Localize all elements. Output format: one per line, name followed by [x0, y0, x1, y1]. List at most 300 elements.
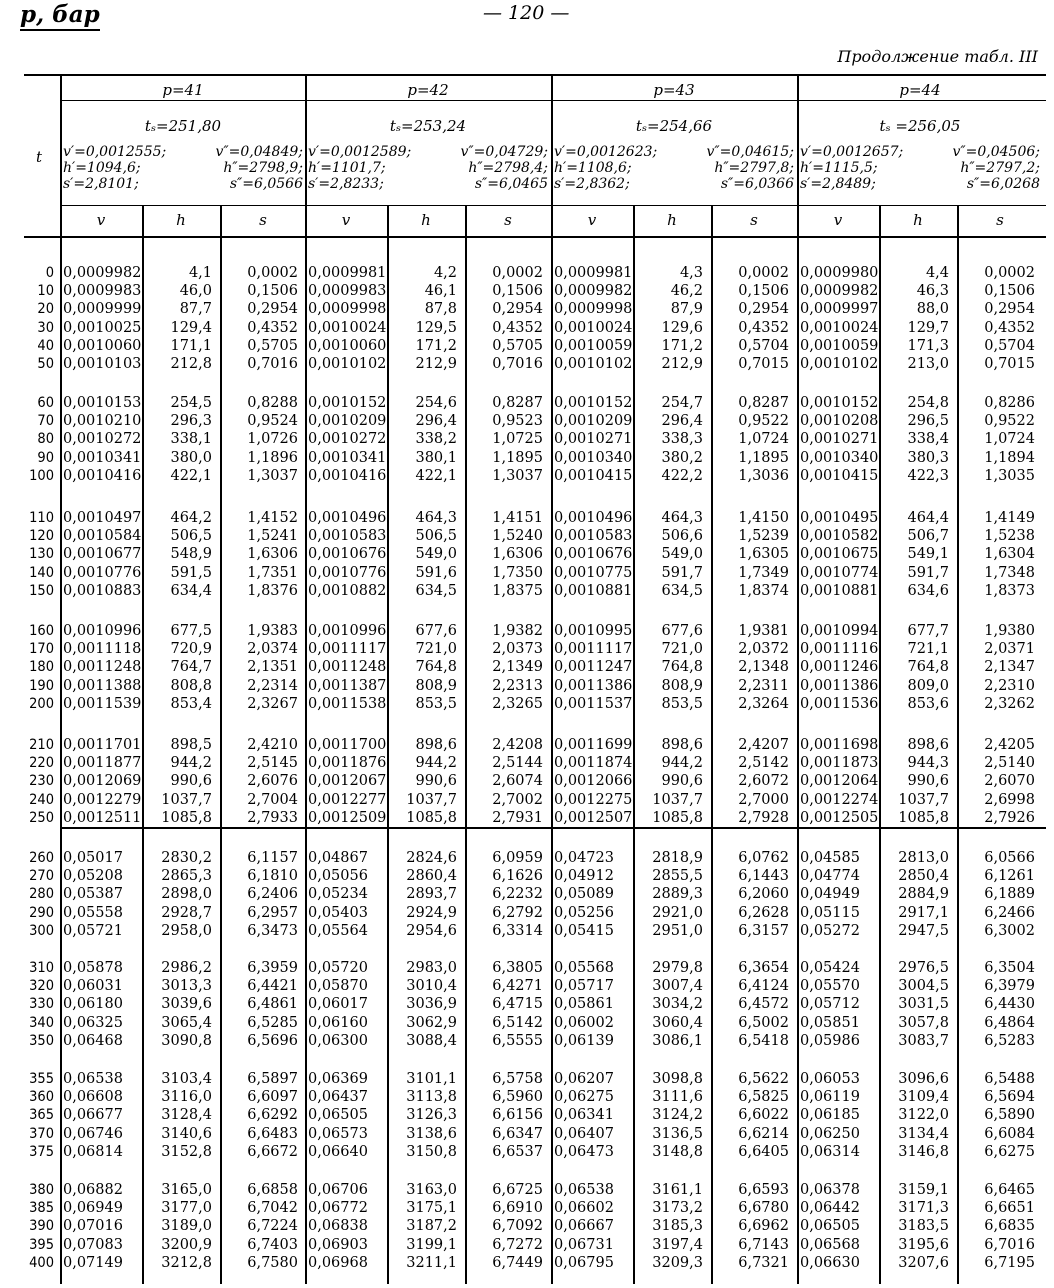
table-cell-h: 4,1 — [188, 265, 212, 281]
table-cell-v: 0,0010341 — [63, 449, 142, 466]
table-cell-s: 1,9380 — [984, 623, 1035, 639]
table-cell-v: 0,05986 — [800, 1032, 860, 1049]
temperature-value: 90 — [37, 449, 54, 466]
table-cell-v: 0,06378 — [800, 1182, 860, 1198]
table-cell-h: 3165,0 — [161, 1182, 212, 1198]
table-cell-h: 898,6 — [661, 737, 703, 753]
table-cell-v: 0,06031 — [63, 978, 123, 995]
table-cell-s: 2,2314 — [247, 677, 298, 694]
table-cell-h: 380,3 — [907, 449, 949, 466]
saturation-temperature: tₛ=253,24 — [389, 117, 467, 135]
table-cell-v: 0,0010025 — [63, 319, 142, 336]
table-cell-h: 46,2 — [670, 283, 703, 300]
temperature-value: 340 — [29, 1014, 54, 1031]
table-cell-s: 6,7042 — [247, 1200, 298, 1217]
table-cell-v: 0,0012274 — [800, 791, 879, 808]
table-cell-v: 0,05878 — [63, 960, 123, 976]
table-cell-s: 0,2954 — [492, 301, 543, 318]
table-cell-h: 3088,4 — [406, 1032, 457, 1049]
table-cell-s: 1,6306 — [247, 546, 298, 563]
table-cell-s: 2,1351 — [247, 659, 298, 676]
table-cell-h: 506,5 — [415, 528, 457, 545]
table-cell-h: 677,6 — [661, 623, 703, 639]
props-header-rule — [60, 205, 1046, 206]
table-cell-v: 0,0012067 — [308, 773, 387, 790]
temperature-value: 80 — [37, 431, 54, 448]
table-cell-s: 6,3157 — [738, 922, 789, 939]
table-cell-s: 6,6725 — [492, 1182, 543, 1198]
table-cell-s: 1,4149 — [984, 510, 1035, 526]
table-cell-h: 2951,0 — [652, 922, 703, 939]
table-cell-h: 46,0 — [179, 283, 212, 300]
temperature-value: 260 — [29, 850, 54, 866]
table-cell-s: 6,1889 — [984, 886, 1035, 903]
table-cell-h: 380,0 — [170, 449, 212, 466]
table-cell-s: 2,0371 — [984, 641, 1035, 658]
table-cell-v: 0,0010996 — [308, 623, 387, 639]
table-cell-v: 0,0011700 — [308, 737, 387, 753]
table-cell-v: 0,0011536 — [800, 695, 879, 712]
temperature-value: 300 — [29, 922, 54, 939]
table-cell-h: 3183,5 — [898, 1218, 949, 1235]
temperature-value: 375 — [29, 1143, 54, 1160]
table-top-rule — [24, 74, 1046, 76]
saturation-properties — [308, 144, 548, 192]
table-cell-s: 1,6306 — [492, 546, 543, 563]
table-cell-v: 0,0012507 — [554, 809, 633, 826]
saturated-liquid-property: v′=0,0012555; — [63, 144, 167, 160]
table-cell-v: 0,0010152 — [554, 395, 633, 411]
table-cell-s: 1,9382 — [492, 623, 543, 639]
table-cell-s: 2,7931 — [492, 809, 543, 826]
table-cell-h: 422,1 — [415, 467, 457, 484]
table-cell-s: 6,1443 — [738, 868, 789, 885]
table-cell-h: 2928,7 — [161, 904, 212, 921]
table-cell-v: 0,04774 — [800, 868, 860, 885]
table-cell-h: 46,1 — [424, 283, 457, 300]
saturated-liquid-property: h′=1108,6; — [554, 160, 632, 176]
table-cell-s: 0,0002 — [492, 265, 543, 281]
table-cell-v: 0,07016 — [63, 1218, 123, 1235]
table-cell-h: 3140,6 — [161, 1125, 212, 1142]
table-cell-v: 0,0012064 — [800, 773, 879, 790]
table-cell-h: 2979,8 — [652, 960, 703, 976]
table-cell-h: 2983,0 — [406, 960, 457, 976]
table-cell-h: 422,3 — [907, 467, 949, 484]
saturated-vapor-property: h″=2797,2; — [960, 160, 1040, 176]
table-cell-s: 6,6156 — [492, 1107, 543, 1124]
table-cell-v: 0,06814 — [63, 1143, 123, 1160]
table-cell-h: 1037,7 — [161, 791, 212, 808]
table-cell-v: 0,0011118 — [63, 641, 142, 658]
table-cell-h: 3101,1 — [406, 1071, 457, 1087]
temperature-value: 250 — [29, 809, 54, 826]
table-cell-v: 0,05720 — [308, 960, 368, 976]
table-cell-h: 898,5 — [170, 737, 212, 753]
table-cell-v: 0,0010102 — [800, 356, 879, 372]
table-cell-s: 2,1348 — [738, 659, 789, 676]
table-cell-v: 0,0010495 — [800, 510, 879, 526]
table-cell-s: 6,5825 — [738, 1089, 789, 1106]
table-cell-v: 0,0010060 — [308, 337, 387, 354]
table-cell-v: 0,05115 — [800, 904, 860, 921]
table-cell-v: 0,0010208 — [800, 413, 879, 430]
table-cell-v: 0,0010209 — [308, 413, 387, 430]
table-cell-v: 0,05089 — [554, 886, 614, 903]
table-cell-s: 1,8376 — [247, 582, 298, 599]
temperature-value: 40 — [37, 337, 54, 354]
temperature-value: 320 — [29, 978, 54, 995]
table-cell-s: 6,7092 — [492, 1218, 543, 1235]
temperature-value: 220 — [29, 755, 54, 772]
table-cell-s: 1,3035 — [984, 467, 1035, 484]
table-cell-v: 0,0011116 — [800, 641, 879, 658]
table-cell-s: 1,8374 — [738, 582, 789, 599]
table-cell-s: 1,1895 — [738, 449, 789, 466]
column-header-s: s — [750, 211, 758, 229]
table-cell-s: 1,7351 — [247, 564, 298, 581]
table-cell-h: 171,3 — [907, 337, 949, 354]
table-cell-v: 0,0011246 — [800, 659, 879, 676]
table-cell-v: 0,0010271 — [800, 431, 879, 448]
table-cell-h: 87,8 — [424, 301, 457, 318]
table-cell-s: 6,7321 — [738, 1254, 789, 1271]
table-cell-s: 2,1347 — [984, 659, 1035, 676]
table-cell-h: 1037,7 — [406, 791, 457, 808]
temperature-value: 0 — [45, 265, 54, 281]
saturated-vapor-property: v″=0,04729; — [460, 144, 548, 160]
table-cell-h: 990,6 — [907, 773, 949, 790]
saturated-liquid-property: s′=2,8489; — [800, 176, 876, 192]
table-cell-h: 2850,4 — [898, 868, 949, 885]
table-cell-s: 0,0002 — [738, 265, 789, 281]
table-cell-v: 0,0010496 — [554, 510, 633, 526]
table-cell-v: 0,0010497 — [63, 510, 142, 526]
table-cell-h: 677,5 — [170, 623, 212, 639]
table-cell-v: 0,0010776 — [63, 564, 142, 581]
temperature-value: 140 — [29, 564, 54, 581]
table-cell-v: 0,05712 — [800, 996, 860, 1013]
table-cell-h: 990,6 — [170, 773, 212, 790]
table-cell-v: 0,0010102 — [308, 356, 387, 372]
table-cell-v: 0,06573 — [308, 1125, 368, 1142]
table-cell-h: 3098,8 — [652, 1071, 703, 1087]
table-cell-v: 0,06630 — [800, 1254, 860, 1271]
table-cell-s: 6,0959 — [492, 850, 543, 866]
table-cell-s: 6,3473 — [247, 922, 298, 939]
table-cell-v: 0,05272 — [800, 922, 860, 939]
table-cell-h: 3057,8 — [898, 1014, 949, 1031]
table-cell-v: 0,06185 — [800, 1107, 860, 1124]
table-cell-v: 0,06369 — [308, 1071, 368, 1087]
table-cell-s: 6,4430 — [984, 996, 1035, 1013]
table-cell-s: 6,5418 — [738, 1032, 789, 1049]
table-cell-h: 422,2 — [661, 467, 703, 484]
table-cell-h: 3126,3 — [406, 1107, 457, 1124]
table-cell-h: 990,6 — [661, 773, 703, 790]
column-header-h: h — [667, 211, 677, 229]
table-cell-s: 6,5890 — [984, 1107, 1035, 1124]
table-cell-h: 338,4 — [907, 431, 949, 448]
table-cell-v: 0,0010415 — [554, 467, 633, 484]
table-cell-s: 6,7272 — [492, 1236, 543, 1253]
table-cell-v: 0,06275 — [554, 1089, 614, 1106]
table-cell-h: 296,4 — [415, 413, 457, 430]
table-cell-h: 549,0 — [415, 546, 457, 563]
table-cell-s: 6,6672 — [247, 1143, 298, 1160]
table-cell-v: 0,06437 — [308, 1089, 368, 1106]
saturated-vapor-property: h″=2798,4; — [468, 160, 548, 176]
table-cell-s: 6,5696 — [247, 1032, 298, 1049]
table-cell-h: 549,1 — [907, 546, 949, 563]
saturated-liquid-property: s′=2,8233; — [308, 176, 384, 192]
table-cell-h: 3065,4 — [161, 1014, 212, 1031]
table-cell-v: 0,0011538 — [308, 695, 387, 712]
table-cell-h: 338,3 — [661, 431, 703, 448]
table-cell-s: 6,3805 — [492, 960, 543, 976]
table-cell-h: 3212,8 — [161, 1254, 212, 1271]
table-cell-s: 6,6483 — [247, 1125, 298, 1142]
table-cell-v: 0,0009980 — [800, 265, 879, 281]
table-cell-s: 2,6070 — [984, 773, 1035, 790]
table-cell-s: 2,7928 — [738, 809, 789, 826]
temperature-value: 30 — [37, 319, 54, 336]
table-cell-v: 0,0010340 — [554, 449, 633, 466]
table-cell-s: 0,0002 — [984, 265, 1035, 281]
table-cell-h: 1085,8 — [161, 809, 212, 826]
table-cell-v: 0,0011698 — [800, 737, 879, 753]
table-cell-v: 0,0011248 — [63, 659, 142, 676]
temperature-value: 150 — [29, 582, 54, 599]
table-cell-s: 2,7002 — [492, 791, 543, 808]
saturated-vapor-property: s″=6,0465 — [474, 176, 548, 192]
table-cell-h: 3199,1 — [406, 1236, 457, 1253]
table-cell-h: 2917,1 — [898, 904, 949, 921]
table-cell-h: 254,5 — [170, 395, 212, 411]
table-cell-s: 0,5705 — [492, 337, 543, 354]
table-cell-h: 212,8 — [170, 356, 212, 372]
table-cell-v: 0,06602 — [554, 1200, 614, 1217]
table-cell-v: 0,06677 — [63, 1107, 123, 1124]
table-cell-v: 0,0012066 — [554, 773, 633, 790]
table-cell-v: 0,0011874 — [554, 755, 633, 772]
table-cell-s: 1,0725 — [492, 431, 543, 448]
table-cell-v: 0,0011117 — [308, 641, 387, 658]
table-cell-s: 1,0726 — [247, 431, 298, 448]
table-cell-v: 0,06468 — [63, 1032, 123, 1049]
saturation-properties — [800, 144, 1040, 192]
table-cell-v: 0,04912 — [554, 868, 614, 885]
table-cell-v: 0,06053 — [800, 1071, 860, 1087]
phase-boundary-rule — [60, 827, 1046, 829]
table-cell-h: 3116,0 — [161, 1089, 212, 1106]
table-cell-h: 2813,0 — [898, 850, 949, 866]
table-cell-s: 0,5704 — [984, 337, 1035, 354]
table-cell-v: 0,05717 — [554, 978, 614, 995]
temperature-column-header: t — [36, 148, 43, 166]
temperature-value: 350 — [29, 1032, 54, 1049]
table-cell-h: 2924,9 — [406, 904, 457, 921]
saturation-property-row — [800, 144, 1040, 160]
table-cell-h: 591,7 — [907, 564, 949, 581]
table-cell-v: 0,0011699 — [554, 737, 633, 753]
table-cell-h: 3150,8 — [406, 1143, 457, 1160]
table-cell-v: 0,0011539 — [63, 695, 142, 712]
table-cell-v: 0,0010209 — [554, 413, 633, 430]
table-cell-s: 6,2628 — [738, 904, 789, 921]
table-cell-h: 853,6 — [907, 695, 949, 712]
table-cell-v: 0,0010341 — [308, 449, 387, 466]
table-cell-h: 338,1 — [170, 431, 212, 448]
table-cell-v: 0,06968 — [308, 1254, 368, 1271]
table-cell-s: 6,6292 — [247, 1107, 298, 1124]
table-cell-v: 0,06538 — [554, 1182, 614, 1198]
table-cell-s: 6,5622 — [738, 1071, 789, 1087]
table-cell-s: 6,6835 — [984, 1218, 1035, 1235]
temperature-value: 190 — [29, 677, 54, 694]
table-cell-s: 2,3265 — [492, 695, 543, 712]
table-cell-s: 6,6858 — [247, 1182, 298, 1198]
table-cell-h: 46,3 — [916, 283, 949, 300]
temperature-value: 110 — [29, 510, 54, 526]
table-cell-h: 3134,4 — [898, 1125, 949, 1142]
table-cell-h: 853,5 — [661, 695, 703, 712]
table-cell-h: 3171,3 — [898, 1200, 949, 1217]
temperature-value: 130 — [29, 546, 54, 563]
table-cell-v: 0,05208 — [63, 868, 123, 885]
table-cell-v: 0,0010676 — [554, 546, 633, 563]
table-cell-s: 6,7449 — [492, 1254, 543, 1271]
table-cell-v: 0,0009981 — [308, 265, 387, 281]
table-cell-v: 0,05861 — [554, 996, 614, 1013]
table-cell-s: 0,7015 — [738, 356, 789, 372]
column-header-h: h — [913, 211, 923, 229]
table-cell-s: 0,9524 — [247, 413, 298, 430]
table-cell-s: 0,9523 — [492, 413, 543, 430]
table-cell-v: 0,0010153 — [63, 395, 142, 411]
saturated-vapor-property: s″=6,0566 — [229, 176, 303, 192]
table-cell-v: 0,0010416 — [308, 467, 387, 484]
table-cell-h: 3128,4 — [161, 1107, 212, 1124]
table-cell-h: 129,6 — [661, 319, 703, 336]
saturated-vapor-property: s″=6,0268 — [966, 176, 1040, 192]
table-cell-v: 0,0012275 — [554, 791, 633, 808]
table-cell-s: 0,7016 — [492, 356, 543, 372]
table-cell-s: 6,5283 — [984, 1032, 1035, 1049]
table-cell-h: 3039,6 — [161, 996, 212, 1013]
table-cell-h: 212,9 — [661, 356, 703, 372]
table-cell-h: 338,2 — [415, 431, 457, 448]
pressure-block-divider — [797, 74, 799, 1284]
table-cell-s: 6,2232 — [492, 886, 543, 903]
table-cell-s: 6,5142 — [492, 1014, 543, 1031]
table-cell-v: 0,0010582 — [800, 528, 879, 545]
table-cell-h: 3090,8 — [161, 1032, 212, 1049]
table-cell-h: 944,2 — [661, 755, 703, 772]
table-cell-v: 0,04867 — [308, 850, 368, 866]
table-cell-s: 6,3504 — [984, 960, 1035, 976]
table-cell-v: 0,0010102 — [554, 356, 633, 372]
table-cell-s: 2,0373 — [492, 641, 543, 658]
table-cell-h: 2824,6 — [406, 850, 457, 866]
table-cell-h: 3173,2 — [652, 1200, 703, 1217]
table-cell-h: 549,0 — [661, 546, 703, 563]
table-cell-v: 0,0010340 — [800, 449, 879, 466]
table-cell-v: 0,0010210 — [63, 413, 142, 430]
table-cell-s: 1,0724 — [984, 431, 1035, 448]
table-cell-s: 6,6651 — [984, 1200, 1035, 1217]
table-cell-h: 2898,0 — [161, 886, 212, 903]
pressure-header: p=41 — [162, 81, 204, 99]
table-cell-h: 3031,5 — [898, 996, 949, 1013]
table-cell-s: 6,7403 — [247, 1236, 298, 1253]
table-cell-s: 6,7143 — [738, 1236, 789, 1253]
table-cell-v: 0,0010883 — [63, 582, 142, 599]
table-cell-s: 0,8287 — [492, 395, 543, 411]
table-cell-s: 0,2954 — [738, 301, 789, 318]
table-cell-s: 1,4151 — [492, 510, 543, 526]
table-cell-v: 0,06160 — [308, 1014, 368, 1031]
pressure-header-rule — [60, 100, 1046, 101]
table-cell-h: 2976,5 — [898, 960, 949, 976]
table-cell-h: 634,5 — [415, 582, 457, 599]
temperature-value: 240 — [29, 791, 54, 808]
table-cell-v: 0,0009981 — [554, 265, 633, 281]
table-cell-s: 2,2311 — [738, 677, 789, 694]
table-cell-h: 506,5 — [170, 528, 212, 545]
page-number: — 120 — — [483, 2, 570, 24]
table-cell-s: 1,7349 — [738, 564, 789, 581]
table-cell-s: 0,4352 — [247, 319, 298, 336]
table-cell-s: 6,4124 — [738, 978, 789, 995]
table-cell-v: 0,06017 — [308, 996, 368, 1013]
table-cell-h: 853,5 — [415, 695, 457, 712]
table-cell-s: 2,7933 — [247, 809, 298, 826]
table-cell-v: 0,0012511 — [63, 809, 142, 826]
table-cell-v: 0,0010882 — [308, 582, 387, 599]
table-cell-h: 171,2 — [415, 337, 457, 354]
table-cell-h: 88,0 — [916, 301, 949, 318]
table-cell-v: 0,0010996 — [63, 623, 142, 639]
table-cell-v: 0,0009983 — [308, 283, 387, 300]
table-cell-s: 6,0762 — [738, 850, 789, 866]
table-cell-v: 0,06300 — [308, 1032, 368, 1049]
table-cell-h: 3096,6 — [898, 1071, 949, 1087]
table-cell-s: 2,4210 — [247, 737, 298, 753]
table-cell-h: 1037,7 — [898, 791, 949, 808]
table-cell-s: 6,6405 — [738, 1143, 789, 1160]
table-cell-s: 2,2313 — [492, 677, 543, 694]
table-cell-s: 2,0374 — [247, 641, 298, 658]
table-cell-s: 1,4150 — [738, 510, 789, 526]
table-cell-s: 2,4207 — [738, 737, 789, 753]
table-cell-h: 3060,4 — [652, 1014, 703, 1031]
table-cell-s: 0,8287 — [738, 395, 789, 411]
table-cell-h: 721,1 — [907, 641, 949, 658]
table-cell-s: 2,6074 — [492, 773, 543, 790]
table-cell-h: 591,7 — [661, 564, 703, 581]
table-cell-v: 0,06119 — [800, 1089, 860, 1106]
table-cell-h: 3159,1 — [898, 1182, 949, 1198]
column-header-s: s — [504, 211, 512, 229]
table-cell-h: 2865,3 — [161, 868, 212, 885]
table-cell-h: 3207,6 — [898, 1254, 949, 1271]
table-cell-s: 0,4352 — [492, 319, 543, 336]
table-cell-s: 0,4352 — [738, 319, 789, 336]
table-cell-v: 0,06568 — [800, 1236, 860, 1253]
table-cell-s: 6,5960 — [492, 1089, 543, 1106]
table-cell-v: 0,0010677 — [63, 546, 142, 563]
